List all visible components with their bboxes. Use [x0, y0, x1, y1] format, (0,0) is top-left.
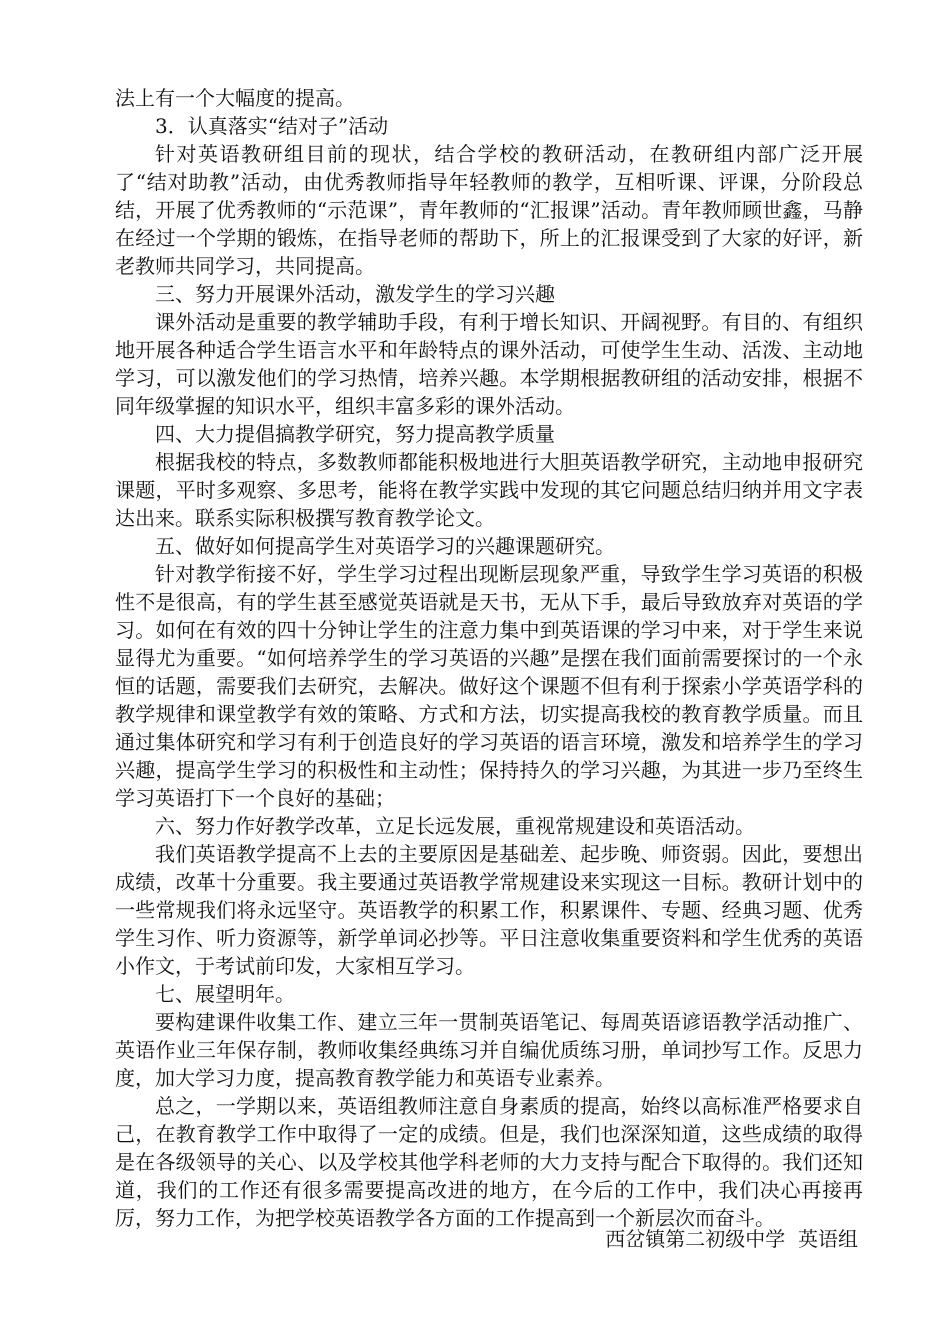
- paragraph-teaching-research: 根据我校的特点，多数教师都能积极地进行大胆英语教学研究，主动地申报研究课题，平时多观察、多思考，能将在教学实践中发现的其它问题总结归纳并用文字表达出来。联系实际积极撰写教育教学论文。: [115, 450, 863, 530]
- heading-section-4: 四、大力提倡搞教学研究，努力提高教学质量: [155, 422, 555, 446]
- subheading-pairing-activity: 3．认真落实“结对子”活动: [155, 114, 389, 138]
- paragraph-continuation: 法上有一个大幅度的提高。: [115, 86, 355, 110]
- paragraph-pairing-activity: 针对英语教研组目前的现状，结合学校的教研活动，在教研组内部广泛开展了“结对助教”活动，由优秀教师指导年轻教师的教学，互相听课、评课，分阶段总结，开展了优秀教师的“示范课”，青年教师的“汇报课”活动。青年教师顾世鑫，马静在经过一个学期的锻炼，在指导老师的帮助下，所上的汇报课受到了大家的好评，新老教师共同学习，共同提高。: [115, 142, 863, 278]
- signature: 西岔镇第二初级中学 英语组: [605, 1227, 858, 1251]
- document-body: [115, 84, 863, 1232]
- heading-section-3: 三、努力开展课外活动，激发学生的学习兴趣: [155, 282, 555, 306]
- heading-section-5: 五、做好如何提高学生对英语学习的兴趣课题研究。: [155, 534, 615, 558]
- paragraph-interest-research: 针对教学衔接不好，学生学习过程出现断层现象严重，导致学生学习英语的积极性不是很高，有的学生甚至感觉英语就是天书，无从下手，最后导致放弃对英语的学习。如何在有效的四十分钟让学生的注意力集中到英语课的学习中来，对于学生来说显得尤为重要。“如何培养学生的学习英语的兴趣”是摆在我们面前需要探讨的一个永恒的话题，需要我们去研究，去解决。做好这个课题不但有利于探索小学英语学科的教学规律和课堂教学有效的策略、方式和方法，切实提高我校的教育教学质量。而且通过集体研究和学习有利于创造良好的学习英语的语言环境，激发和培养学生的学习兴趣，提高学生学习的积极性和主动性；保持持久的学习兴趣，为其进一步乃至终生学习英语打下一个良好的基础；: [115, 562, 863, 810]
- heading-section-6: 六、努力作好教学改革，立足长远发展，重视常规建设和英语活动。: [155, 814, 755, 838]
- heading-section-7: 七、展望明年。: [155, 982, 295, 1006]
- paragraph-extracurricular: 课外活动是重要的教学辅助手段，有利于增长知识、开阔视野。有目的、有组织地开展各种适合学生语言水平和年龄特点的课外活动，可使学生生动、活泼、主动地学习，可以激发他们的学习热情，培养兴趣。本学期根据教研组的活动安排，根据不同年级掌握的知识水平，组织丰富多彩的课外活动。: [115, 310, 863, 418]
- paragraph-conclusion: 总之，一学期以来，英语组教师注意自身素质的提高，始终以高标准严格要求自己，在教育教学工作中取得了一定的成绩。但是，我们也深深知道，这些成绩的取得是在各级领导的关心、以及学校其他学科老师的大力支持与配合下取得的。我们还知道，我们的工作还有很多需要提高改进的地方，在今后的工作中，我们决心再接再厉，努力工作，为把学校英语教学各方面的工作提高到一个新层次而奋斗。: [115, 1094, 863, 1230]
- paragraph-teaching-reform: 我们英语教学提高不上去的主要原因是基础差、起步晚、师资弱。因此，要想出成绩，改革十分重要。我主要通过英语教学常规建设来实现这一目标。教研计划中的一些常规我们将永远坚守。英语教学的积累工作，积累课件、专题、经典习题、优秀学生习作、听力资源等，新学单词必抄等。平日注意收集重要资料和学生优秀的英语小作文，于考试前印发，大家相互学习。: [115, 842, 863, 978]
- paragraph-outlook: 要构建课件收集工作、建立三年一贯制英语笔记、每周英语谚语教学活动推广、英语作业三年保存制，教师收集经典练习并自编优质练习册，单词抄写工作。反思力度，加大学习力度，提高教育教学能力和英语专业素养。: [115, 1010, 863, 1090]
